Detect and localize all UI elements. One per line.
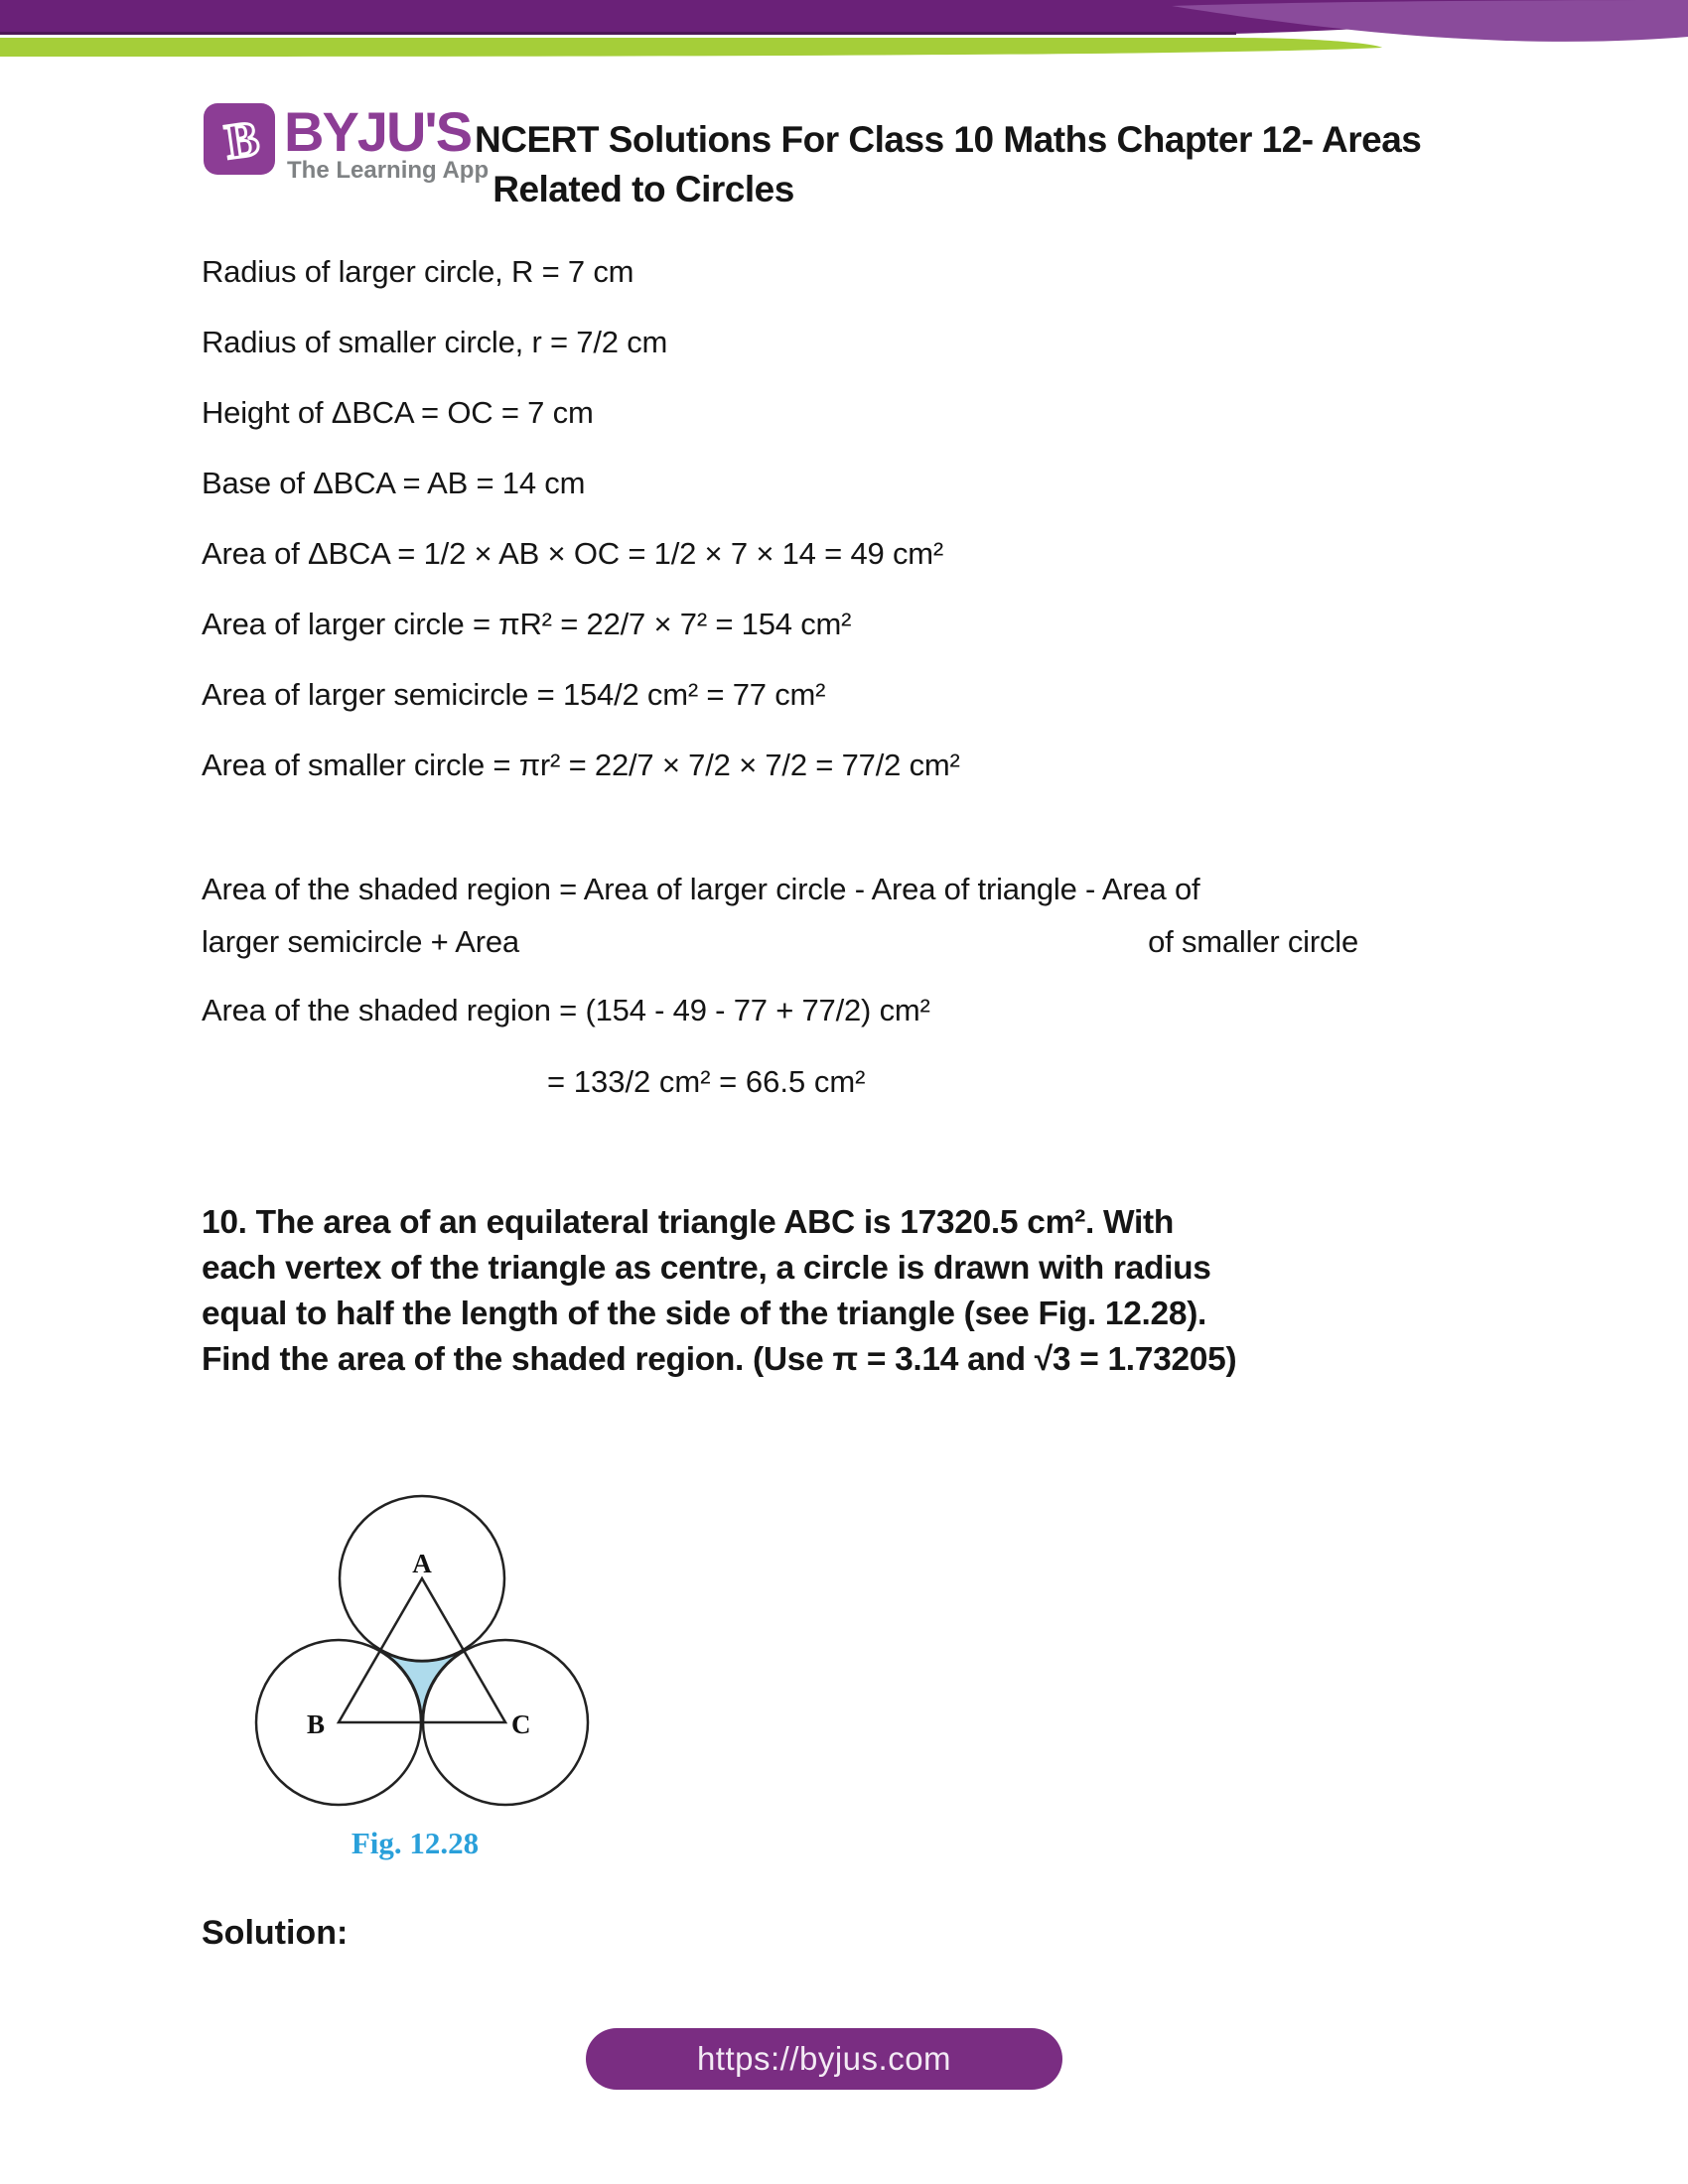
solution-heading: Solution:	[202, 1914, 349, 1952]
page-title-line2: Related to Circles	[492, 169, 794, 209]
three-circles-diagram	[213, 1474, 640, 1901]
label-a: A	[412, 1549, 432, 1578]
solution-line: Radius of smaller circle, r = 7/2 cm	[202, 325, 668, 359]
svg-text:B: B	[221, 109, 263, 170]
figure-12-28	[213, 1474, 640, 1901]
question-line: equal to half the length of the side of the triangle (see Fig. 12.28).	[202, 1296, 1207, 1332]
shaded-region-line2-right: of smaller circle	[1148, 924, 1358, 959]
logo-b-glyph	[204, 103, 275, 175]
shaded-region-line1: Area of the shaded region = Area of larger circle - Area of triangle - Area of	[202, 872, 1200, 906]
figure-caption: Fig. 12.28	[351, 1826, 480, 1860]
shaded-region-equation: Area of the shaded region = (154 - 49 - 77 + 77/2) cm²	[202, 993, 930, 1027]
shaded-region-paragraph	[202, 872, 1445, 960]
question-line: 10. The area of an equilateral triangle ABC is 17320.5 cm². With	[202, 1204, 1175, 1241]
byjus-logo-icon	[204, 103, 275, 175]
byjus-tagline: The Learning App	[287, 157, 490, 184]
solution-line: Area of smaller circle = πr² = 22/7 × 7/2 × 7/2 = 77/2 cm²	[202, 748, 960, 782]
page-title-line1: NCERT Solutions For Class 10 Maths Chapter 12- Areas	[475, 119, 1422, 160]
solution-line: Area of ΔBCA = 1/2 × AB × OC = 1/2 × 7 × 14 = 49 cm²	[202, 536, 943, 571]
label-c: C	[511, 1709, 531, 1739]
solution-line: Height of ΔBCA = OC = 7 cm	[202, 395, 594, 430]
green-band	[0, 38, 1382, 57]
question-line: each vertex of the triangle as centre, a circle is drawn with radius	[202, 1250, 1211, 1287]
byjus-url-button[interactable]	[586, 2028, 1062, 2090]
shaded-region-line2	[202, 924, 1358, 960]
solution-line: Area of larger circle = πR² = 22/7 × 7² = 154 cm²	[202, 607, 852, 641]
solution-line: Base of ΔBCA = AB = 14 cm	[202, 466, 586, 500]
solution-line: Area of larger semicircle = 154/2 cm² = 77 cm²	[202, 677, 826, 712]
shaded-region-line2-left: larger semicircle + Area	[202, 924, 519, 959]
byjus-wordmark: BYJU'S	[284, 100, 472, 163]
label-b: B	[306, 1709, 325, 1739]
byjus-url-label: https://byjus.com	[696, 2040, 952, 2077]
solution-line: Radius of larger circle, R = 7 cm	[202, 254, 634, 289]
question-line: Find the area of the shaded region. (Use π = 3.14 and √3 = 1.73205)	[202, 1341, 1237, 1378]
shaded-region-result: = 133/2 cm² = 66.5 cm²	[547, 1064, 866, 1099]
